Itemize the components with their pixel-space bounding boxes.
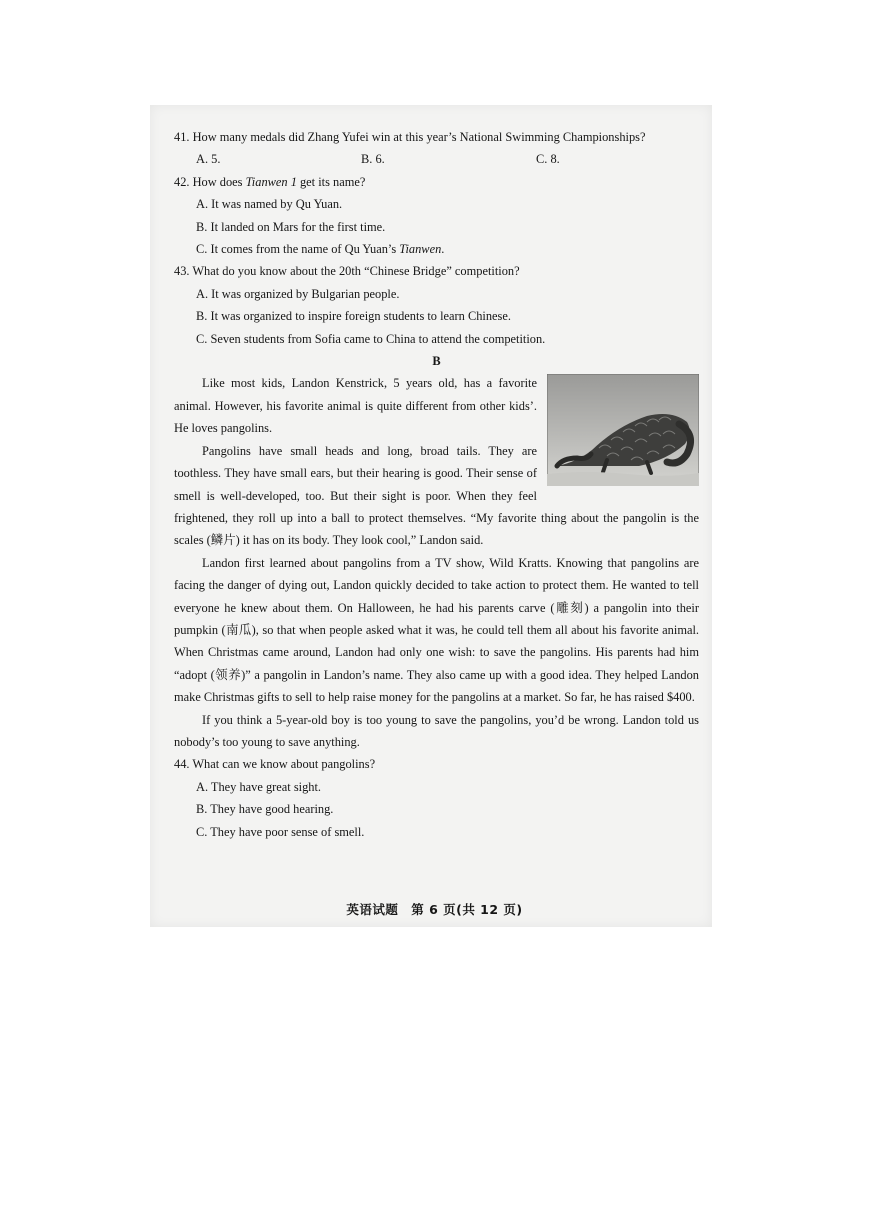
footer-page-number: 第 6 页(共 12 页) [411,902,523,917]
reading-passage [174,372,699,753]
question-41-stem: 41. How many medals did Zhang Yufei win at this year’s National Swimming Championships? [174,130,646,144]
q44-option-a: A. They have great sight. [196,779,322,794]
question-44-stem: 44. What can we know about pangolins? [174,757,376,772]
q44-option-c: C. They have poor sense of smell. [196,824,365,839]
passage-paragraph-4: If you think a 5-year-old boy is too young to save the pangolins, you’d be wrong. Landon told us nobody’s too young to save anything. [174,712,699,749]
footer-subject: 英语试题 [346,902,399,917]
q43-option-a: A. It was organized by Bulgarian people. [196,286,400,301]
q42-option-c: C. It comes from the name of Qu Yuan’s Tianwen. [196,242,445,257]
pangolin-photo-icon [547,374,699,486]
passage-paragraph-1: Like most kids, Landon Kenstrick, 5 years old, has a favorite animal. However, his favorite animal is quite different from other kids’. He loves pangolins. [174,376,537,436]
question-41-options [174,148,699,170]
exam-page [174,126,699,843]
q42-option-b: B. It landed on Mars for the first time. [196,219,386,234]
q41-option-a: A. 5. [196,152,221,167]
passage-paragraph-2: Pangolins have small heads and long, broad tails. They are toothless. They have small ears, but their hearing is good. Their sense of smell is well-developed, too. But their sight is poor. When they feel frightened, they roll up into a ball to protect themselves. “My favorite thing about the pangolin is the scales (鳞片) it has on its body. They look cool,” Landon said. [174,443,699,548]
question-43-stem: 43. What do you know about the 20th “Chinese Bridge” competition? [174,264,520,279]
question-42-stem: 42. How does Tianwen 1 get its name? [174,174,366,189]
q42-option-a: A. It was named by Qu Yuan. [196,197,343,212]
q43-option-c: C. Seven students from Sofia came to China to attend the competition. [196,331,546,346]
tianwen-1-title: Tianwen 1 [245,174,297,189]
page-footer [0,900,869,918]
q41-option-b: B. 6. [361,152,385,167]
passage-paragraph-3: Landon first learned about pangolins from a TV show, Wild Kratts. Knowing that pangolins are facing the danger of dying out, Landon quickly decided to take action to protect them. He wanted to tell everyone he knew about them. On Halloween, he had his parents carve (雕刻) a pangolin into their pumpkin (南瓜), so that when people asked what it was, he could tell them all about his favorite animal. When Christmas came around, Landon had only one wish: to save the pangolins. His parents had him “adopt (领养)” a pangolin in Landon’s name. They also came up with a good idea. They helped Landon make Christmas gifts to sell to help raise money for the pangolins at a market. So far, he has raised $400. [174,555,699,705]
q44-option-b: B. They have good hearing. [196,802,334,817]
tianwen-title: Tianwen [399,242,442,257]
q43-option-b: B. It was organized to inspire foreign students to learn Chinese. [196,309,511,324]
q41-option-c: C. 8. [536,152,560,167]
section-b-heading: B [432,354,441,369]
